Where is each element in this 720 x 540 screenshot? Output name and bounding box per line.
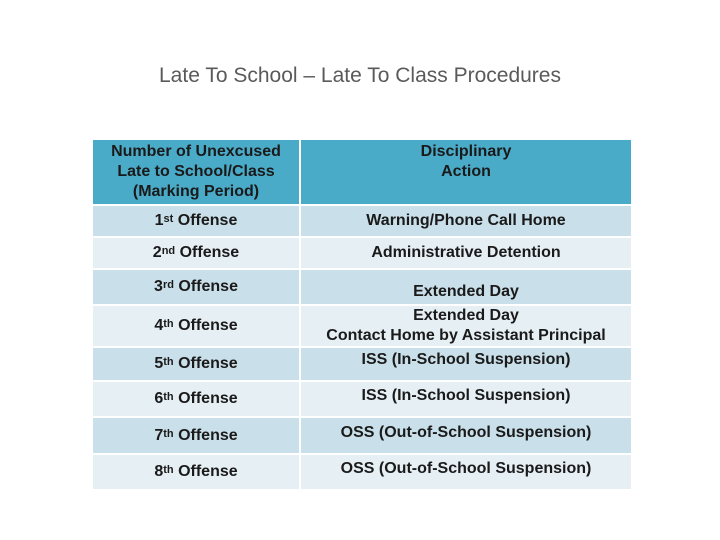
header-offense-count <box>92 139 300 205</box>
offense-cell <box>92 205 300 237</box>
offense-cell <box>92 454 300 490</box>
ordinal-suffix: th <box>163 391 174 403</box>
offense-label: Offense <box>178 317 238 334</box>
action-cell <box>300 205 632 237</box>
offense-number: 1 <box>154 212 164 229</box>
action-text: Extended Day <box>413 307 519 324</box>
offense-label: Offense <box>178 390 238 407</box>
header-line: Disciplinary <box>420 143 512 160</box>
action-cell <box>300 381 632 417</box>
table-row <box>92 417 632 454</box>
header-line: Action <box>441 163 491 180</box>
header-line: Number of Unexcused <box>111 143 281 160</box>
offense-number: 5 <box>154 355 164 372</box>
table-header-row <box>92 139 632 205</box>
offense-label: Offense <box>177 212 238 229</box>
action-cell <box>300 237 632 269</box>
action-text: OSS (Out-of-School Suspension) <box>340 460 592 477</box>
offense-cell <box>92 381 300 417</box>
table-row <box>92 237 632 269</box>
action-cell <box>300 417 632 454</box>
page-title: Late To School – Late To Class Procedures <box>159 64 561 87</box>
offense-number: 7 <box>154 426 164 444</box>
offense-cell <box>92 305 300 347</box>
offense-cell <box>92 269 300 305</box>
action-text: ISS (In-School Suspension) <box>361 387 571 404</box>
ordinal-suffix: th <box>163 427 174 440</box>
ordinal-suffix: st <box>163 213 174 225</box>
action-text: Administrative Detention <box>371 244 561 261</box>
ordinal-suffix: th <box>163 464 174 476</box>
offense-label: Offense <box>179 244 240 261</box>
action-cell <box>300 454 632 490</box>
offense-cell <box>92 417 300 454</box>
ordinal-suffix: th <box>163 318 174 330</box>
table-row <box>92 381 632 417</box>
offense-label: Offense <box>178 426 238 444</box>
action-text: Warning/Phone Call Home <box>366 212 566 229</box>
offense-number: 3 <box>154 278 163 295</box>
action-cell <box>300 305 632 347</box>
table-row <box>92 305 632 347</box>
action-cell <box>300 347 632 381</box>
table-row <box>92 454 632 490</box>
offense-cell <box>92 347 300 381</box>
offense-number: 4 <box>154 317 164 334</box>
action-cell <box>300 269 632 305</box>
action-text: Contact Home by Assistant Principal <box>326 327 606 344</box>
offense-number: 2 <box>152 244 162 261</box>
table-row <box>92 269 632 305</box>
offense-label: Offense <box>178 278 238 295</box>
action-text: Extended Day <box>413 283 519 300</box>
action-text: OSS (Out-of-School Suspension) <box>340 424 592 441</box>
offense-label: Offense <box>178 463 238 480</box>
ordinal-suffix: th <box>163 356 174 368</box>
offense-cell <box>92 237 300 269</box>
header-line: Late to School/Class <box>117 163 275 180</box>
header-line: (Marking Period) <box>132 183 260 200</box>
offense-number: 6 <box>154 390 164 407</box>
table-row <box>92 205 632 237</box>
table-row <box>92 347 632 381</box>
action-text: ISS (In-School Suspension) <box>361 351 571 368</box>
ordinal-suffix: rd <box>162 279 174 291</box>
procedures-table <box>91 138 633 491</box>
header-disciplinary-action <box>300 139 632 205</box>
offense-label: Offense <box>178 355 238 372</box>
ordinal-suffix: nd <box>161 245 176 257</box>
offense-number: 8 <box>154 463 164 480</box>
